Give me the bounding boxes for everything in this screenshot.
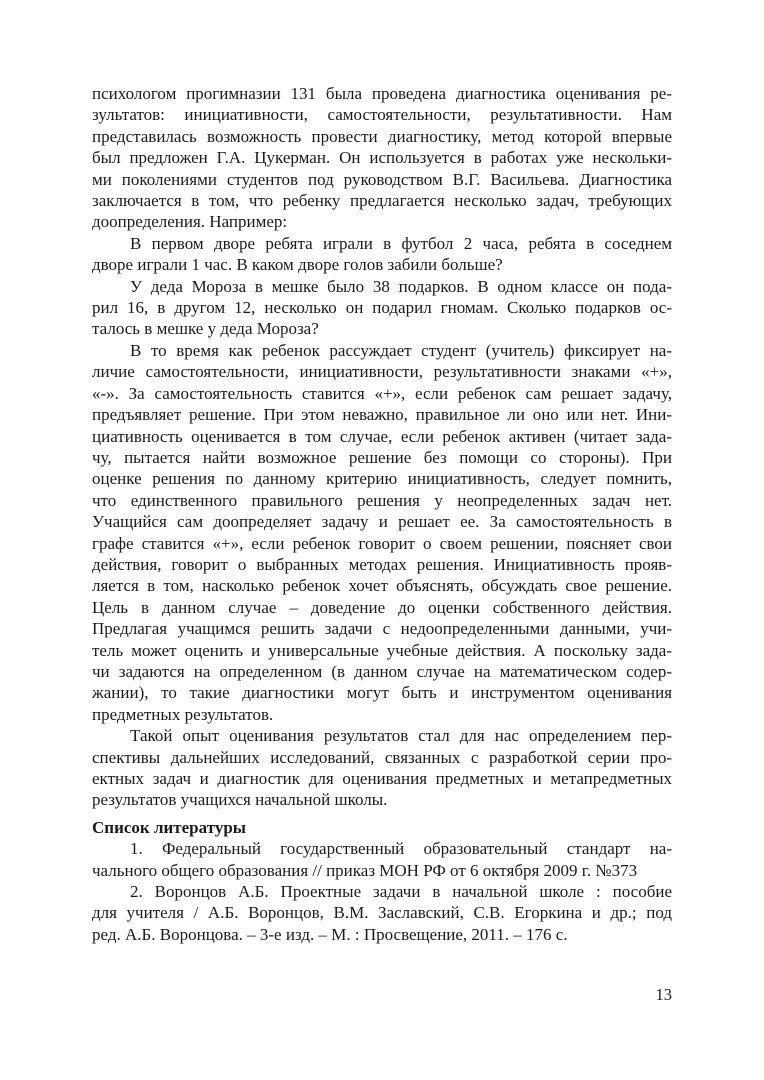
text-line: оценке решения по данному критерию инициативность, следует помнить, [92, 469, 672, 489]
text-line: 1. Федеральный государственный образовательный стандарт на- [130, 839, 672, 859]
text-line: жании), то такие диагностики могут быть и инструментом оценивания [92, 683, 672, 703]
text-line: для учителя / А.Б. Воронцов, В.М. Заславский, С.В. Егоркина и др.; под [92, 903, 672, 923]
text-line: доопределения. Например: [92, 212, 288, 232]
text-line: предъявляет решение. При этом неважно, правильное ли оно или нет. Ини- [92, 405, 672, 425]
text-block [92, 83, 672, 945]
text-line: рил 16, в другом 12, несколько он подарил гномам. Сколько подарков ос- [92, 298, 672, 318]
text-line: ляется в том, насколько ребенок хочет объяснять, обсуждать свое решение. [92, 576, 672, 596]
text-line: предметных результатов. [92, 704, 274, 724]
text-line: что единственного правильного решения у неопределенных задач нет. [92, 490, 672, 510]
text-line: В первом дворе ребята играли в футбол 2 часа, ребята в соседнем [130, 233, 672, 253]
text-line: ектных задач и диагностик для оценивания предметных и метапредметных [92, 769, 672, 788]
text-line: циативность оценивается в том случае, если ребенок активен (читает зада- [92, 426, 672, 446]
paragraph [92, 83, 672, 233]
text-line: результатов учащихся начальной школы. [92, 790, 388, 810]
page-number: 13 [655, 985, 672, 1004]
text-line: «-». За самостоятельность ставится «+», если ребенок сам решает задачу, [92, 383, 672, 403]
text-line: представилась возможность провести диагностику, метод которой впервые [92, 126, 672, 146]
text-line: Учащийся сам доопределяет задачу и решает ее. За самостоятельность в [92, 512, 672, 532]
text-line: чи задаются на определенном (в данном случае на математическом содер- [92, 661, 672, 681]
text-line: Предлагая учащимся решить задачи с недоопределенными данными, учи- [92, 619, 672, 639]
text-line: заключается в том, что ребенку предлагается несколько задач, требующих [92, 191, 672, 211]
text-line: ред. А.Б. Воронцова. – 3-е изд. – М. : Просвещение, 2011. – 176 с. [92, 924, 568, 944]
bibliography [92, 817, 672, 945]
paragraph [92, 276, 672, 340]
text-line: тель может оценить и универсальные учебные действия. А поскольку зада- [92, 640, 672, 660]
text-line: чального общего образования // приказ МОН РФ от 6 октября 2009 г. №373 [92, 860, 638, 880]
text-line: личие самостоятельности, инициативности, результативности знаками «+», [92, 362, 672, 382]
paragraph [92, 233, 672, 276]
text-line: спективы дальнейших исследований, связанных с разработкой серии про- [92, 747, 672, 767]
text-line: ми поколениями студентов под руководством В.Г. Васильева. Диагностика [92, 169, 672, 189]
text-line: У деда Мороза в мешке было 38 подарков. В одном классе он пода- [130, 276, 672, 296]
text-line: Такой опыт оценивания результатов стал для нас определением пер- [130, 726, 672, 746]
text-line: талось в мешке у деда Мороза? [92, 319, 319, 339]
paragraph [92, 340, 672, 725]
bibliography-heading: Список литературы [92, 817, 247, 837]
text-line: зультатов: инициативности, самостоятельности, результативности. Нам [92, 105, 672, 125]
text-line: Цель в данном случае – доведение до оценки собственного действия. [92, 597, 672, 617]
text-line: психологом прогимназии 131 была проведена диагностика оценивания ре- [92, 84, 672, 103]
text-line: чу, пытается найти возможное решение без помощи со стороны). При [92, 447, 672, 467]
bibliography-item [92, 881, 672, 945]
text-line: дворе играли 1 час. В каком дворе голов забили больше? [92, 255, 503, 275]
text-line: был предложен Г.А. Цукерман. Он используется в работах уже нескольки- [92, 148, 672, 168]
bibliography-item [92, 838, 672, 881]
text-line: 2. Воронцов А.Б. Проектные задачи в начальной школе : пособие [130, 882, 672, 902]
text-line: графе ставится «+», если ребенок говорит о своем решении, поясняет свои [92, 533, 672, 553]
paragraph [92, 725, 672, 811]
text-line: В то время как ребенок рассуждает студент (учитель) фиксирует на- [130, 340, 672, 360]
text-line: действия, говорит о выбранных методах решения. Инициативность прояв- [92, 554, 672, 574]
